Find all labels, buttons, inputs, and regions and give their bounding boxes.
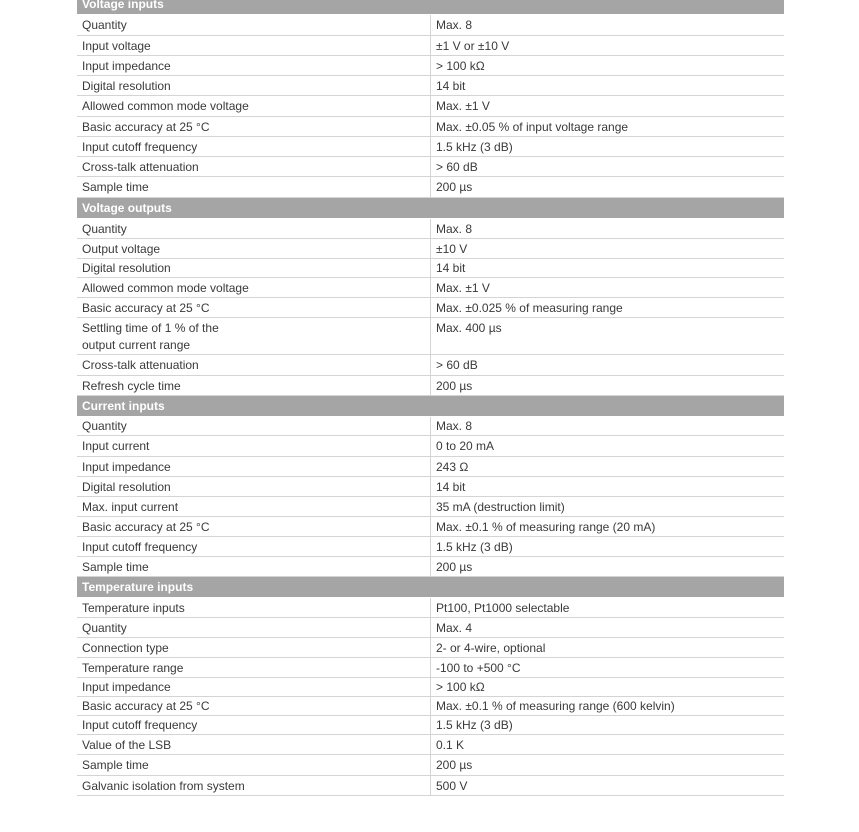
row-label: Max. input current [77, 497, 431, 517]
row-label: Galvanic isolation from system [77, 776, 431, 796]
row-label: Value of the LSB [77, 735, 431, 755]
row-value: Max. 8 [431, 15, 785, 36]
section-header-temperature-inputs [77, 577, 784, 598]
row-label: Quantity [77, 417, 431, 436]
table-row [77, 56, 784, 76]
row-value: 35 mA (destruction limit) [431, 497, 785, 517]
row-value: Max. ±0.05 % of input voltage range [431, 117, 785, 137]
row-label-line: output current range [82, 338, 191, 352]
row-label [77, 318, 431, 355]
row-label: Quantity [77, 618, 431, 638]
row-label-line: Settling time of 1 % of the [82, 321, 219, 335]
row-label: Input cutoff frequency [77, 137, 431, 157]
row-value: Max. 4 [431, 618, 785, 638]
row-label: Digital resolution [77, 259, 431, 278]
row-value: > 100 kΩ [431, 678, 785, 697]
row-value: 14 bit [431, 477, 785, 497]
row-value: 200 µs [431, 557, 785, 577]
row-value: -100 to +500 °C [431, 658, 785, 678]
row-label: Temperature inputs [77, 598, 431, 618]
row-value: > 60 dB [431, 157, 785, 177]
section-header-voltage-outputs [77, 198, 784, 219]
row-label: Sample time [77, 177, 431, 198]
section-header-current-inputs [77, 396, 784, 417]
row-label: Basic accuracy at 25 °C [77, 517, 431, 537]
table-row [77, 259, 784, 278]
row-value: 14 bit [431, 76, 785, 96]
section-title: Voltage inputs [77, 0, 784, 15]
row-value: Pt100, Pt1000 selectable [431, 598, 785, 618]
row-label: Input impedance [77, 678, 431, 697]
table-row [77, 517, 784, 537]
row-value: 14 bit [431, 259, 785, 278]
table-row [77, 219, 784, 239]
row-value: Max. ±0.025 % of measuring range [431, 298, 785, 318]
table-row [77, 318, 784, 355]
row-label: Sample time [77, 557, 431, 577]
row-value: 500 V [431, 776, 785, 796]
table-row [77, 177, 784, 198]
table-row [77, 557, 784, 577]
row-value: 243 Ω [431, 457, 785, 477]
row-label: Input impedance [77, 56, 431, 76]
table-row [77, 436, 784, 457]
row-value: 0.1 K [431, 735, 785, 755]
table-row [77, 36, 784, 56]
table-row [77, 678, 784, 697]
row-label: Output voltage [77, 239, 431, 259]
row-label: Cross-talk attenuation [77, 157, 431, 177]
row-label: Sample time [77, 755, 431, 776]
table-row [77, 735, 784, 755]
table-row [77, 598, 784, 618]
row-label: Quantity [77, 219, 431, 239]
row-label: Input cutoff frequency [77, 716, 431, 735]
row-value: Max. ±1 V [431, 278, 785, 298]
section-title: Temperature inputs [77, 577, 784, 598]
row-label: Input current [77, 436, 431, 457]
row-label: Basic accuracy at 25 °C [77, 697, 431, 716]
row-value: 200 µs [431, 376, 785, 396]
table-row [77, 96, 784, 117]
table-row [77, 658, 784, 678]
row-value: Max. 8 [431, 417, 785, 436]
table-row [77, 697, 784, 716]
row-value: Max. 400 µs [431, 318, 785, 355]
row-label: Basic accuracy at 25 °C [77, 117, 431, 137]
table-row [77, 417, 784, 436]
table-row [77, 239, 784, 259]
table-row [77, 776, 784, 796]
row-label: Quantity [77, 15, 431, 36]
table-row [77, 298, 784, 318]
table-row [77, 618, 784, 638]
row-label: Refresh cycle time [77, 376, 431, 396]
row-label: Input impedance [77, 457, 431, 477]
row-label: Input voltage [77, 36, 431, 56]
row-label: Digital resolution [77, 477, 431, 497]
table-row [77, 497, 784, 517]
row-value: ±10 V [431, 239, 785, 259]
row-value: ±1 V or ±10 V [431, 36, 785, 56]
table-row [77, 278, 784, 298]
row-label: Basic accuracy at 25 °C [77, 298, 431, 318]
table-row [77, 537, 784, 557]
table-row [77, 457, 784, 477]
row-label: Input cutoff frequency [77, 537, 431, 557]
row-label: Allowed common mode voltage [77, 278, 431, 298]
spec-table [77, 0, 784, 796]
table-row [77, 477, 784, 497]
row-value: Max. ±0.1 % of measuring range (20 mA) [431, 517, 785, 537]
row-value: Max. ±1 V [431, 96, 785, 117]
row-value: 200 µs [431, 177, 785, 198]
row-value: 1.5 kHz (3 dB) [431, 716, 785, 735]
table-row [77, 355, 784, 376]
row-value: > 60 dB [431, 355, 785, 376]
table-row [77, 716, 784, 735]
table-row [77, 157, 784, 177]
row-value: 1.5 kHz (3 dB) [431, 537, 785, 557]
row-value: Max. 8 [431, 219, 785, 239]
table-row [77, 137, 784, 157]
row-value: 200 µs [431, 755, 785, 776]
table-row [77, 76, 784, 96]
section-header-voltage-inputs [77, 0, 784, 15]
table-row [77, 117, 784, 137]
section-title: Voltage outputs [77, 198, 784, 219]
row-label: Connection type [77, 638, 431, 658]
table-row [77, 755, 784, 776]
row-label: Temperature range [77, 658, 431, 678]
table-row [77, 15, 784, 36]
row-label: Digital resolution [77, 76, 431, 96]
row-value: > 100 kΩ [431, 56, 785, 76]
section-title: Current inputs [77, 396, 784, 417]
row-value: 2- or 4-wire, optional [431, 638, 785, 658]
table-row [77, 638, 784, 658]
row-value: 0 to 20 mA [431, 436, 785, 457]
row-value: 1.5 kHz (3 dB) [431, 137, 785, 157]
table-row [77, 376, 784, 396]
row-label: Allowed common mode voltage [77, 96, 431, 117]
row-value: Max. ±0.1 % of measuring range (600 kelvin) [431, 697, 785, 716]
row-label: Cross-talk attenuation [77, 355, 431, 376]
